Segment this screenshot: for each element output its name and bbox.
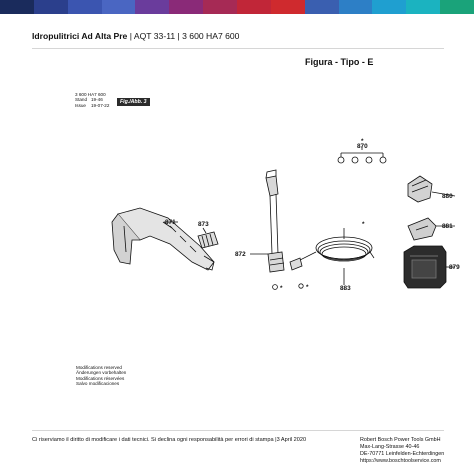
figure-badge: Fig./Abb. 3 (117, 98, 150, 106)
star-marker-872: * (280, 285, 283, 292)
modifications-notice (76, 365, 126, 387)
stand-label: Stand (75, 97, 88, 103)
lance-part (266, 170, 284, 289)
modifications-line: Änderungen vorbehalten (76, 370, 127, 376)
footer-divider (32, 430, 444, 431)
company-street: Max-Lang-Strasse 40-46 (360, 444, 420, 450)
star-marker-hose: * (306, 284, 309, 291)
modifications-line: Modifications reserved (76, 365, 122, 370)
modifications-line: Salvo modificaciones (76, 381, 120, 387)
company-website-link[interactable]: https://www.boschtoolservice.com (360, 458, 441, 464)
hose-part (290, 237, 374, 288)
stand-value: 19-46 (91, 97, 103, 103)
star-marker-883: * (362, 221, 365, 228)
part-number-870: 870 (357, 143, 368, 150)
company-city: DE-70771 Leinfelden-Echterdingen (360, 451, 445, 457)
part-number-872: 872 (235, 251, 246, 258)
company-address (360, 437, 444, 465)
footer-disclaimer: Ci riserviamo il diritto di modificare i dati tecnici. Si declina ogni responsabilità per errori di stampa |3 April 2020 (32, 437, 307, 443)
tank-part (404, 246, 446, 288)
modifications-line: Modifications réservées (76, 375, 125, 381)
adapter-part (408, 218, 436, 240)
product-model: | AQT 33-11 | 3 600 HA7 600 (129, 31, 240, 41)
company-name: Robert Bosch Power Tools GmbH (360, 437, 441, 443)
figure-number: 3 600 HA7 600 (75, 92, 106, 97)
star-marker-870: * (361, 138, 364, 145)
figure-heading: Figura - Tipo - E (305, 57, 374, 67)
part-number-880: 880 (442, 193, 453, 200)
part-number-873: 873 (198, 221, 209, 228)
coupling-part (408, 176, 432, 202)
part-number-871: 871 (165, 219, 176, 226)
part-number-883: 883 (340, 285, 351, 292)
nozzle-part (198, 232, 218, 248)
part-number-881: 881 (442, 223, 453, 230)
part-number-879: 879 (449, 264, 460, 271)
o-rings-part (338, 153, 386, 163)
issue-value: 19-07-22 (91, 102, 110, 108)
product-title: Idropulitrici Ad Alta Pre (32, 31, 128, 41)
issue-label: Issue (75, 102, 86, 108)
